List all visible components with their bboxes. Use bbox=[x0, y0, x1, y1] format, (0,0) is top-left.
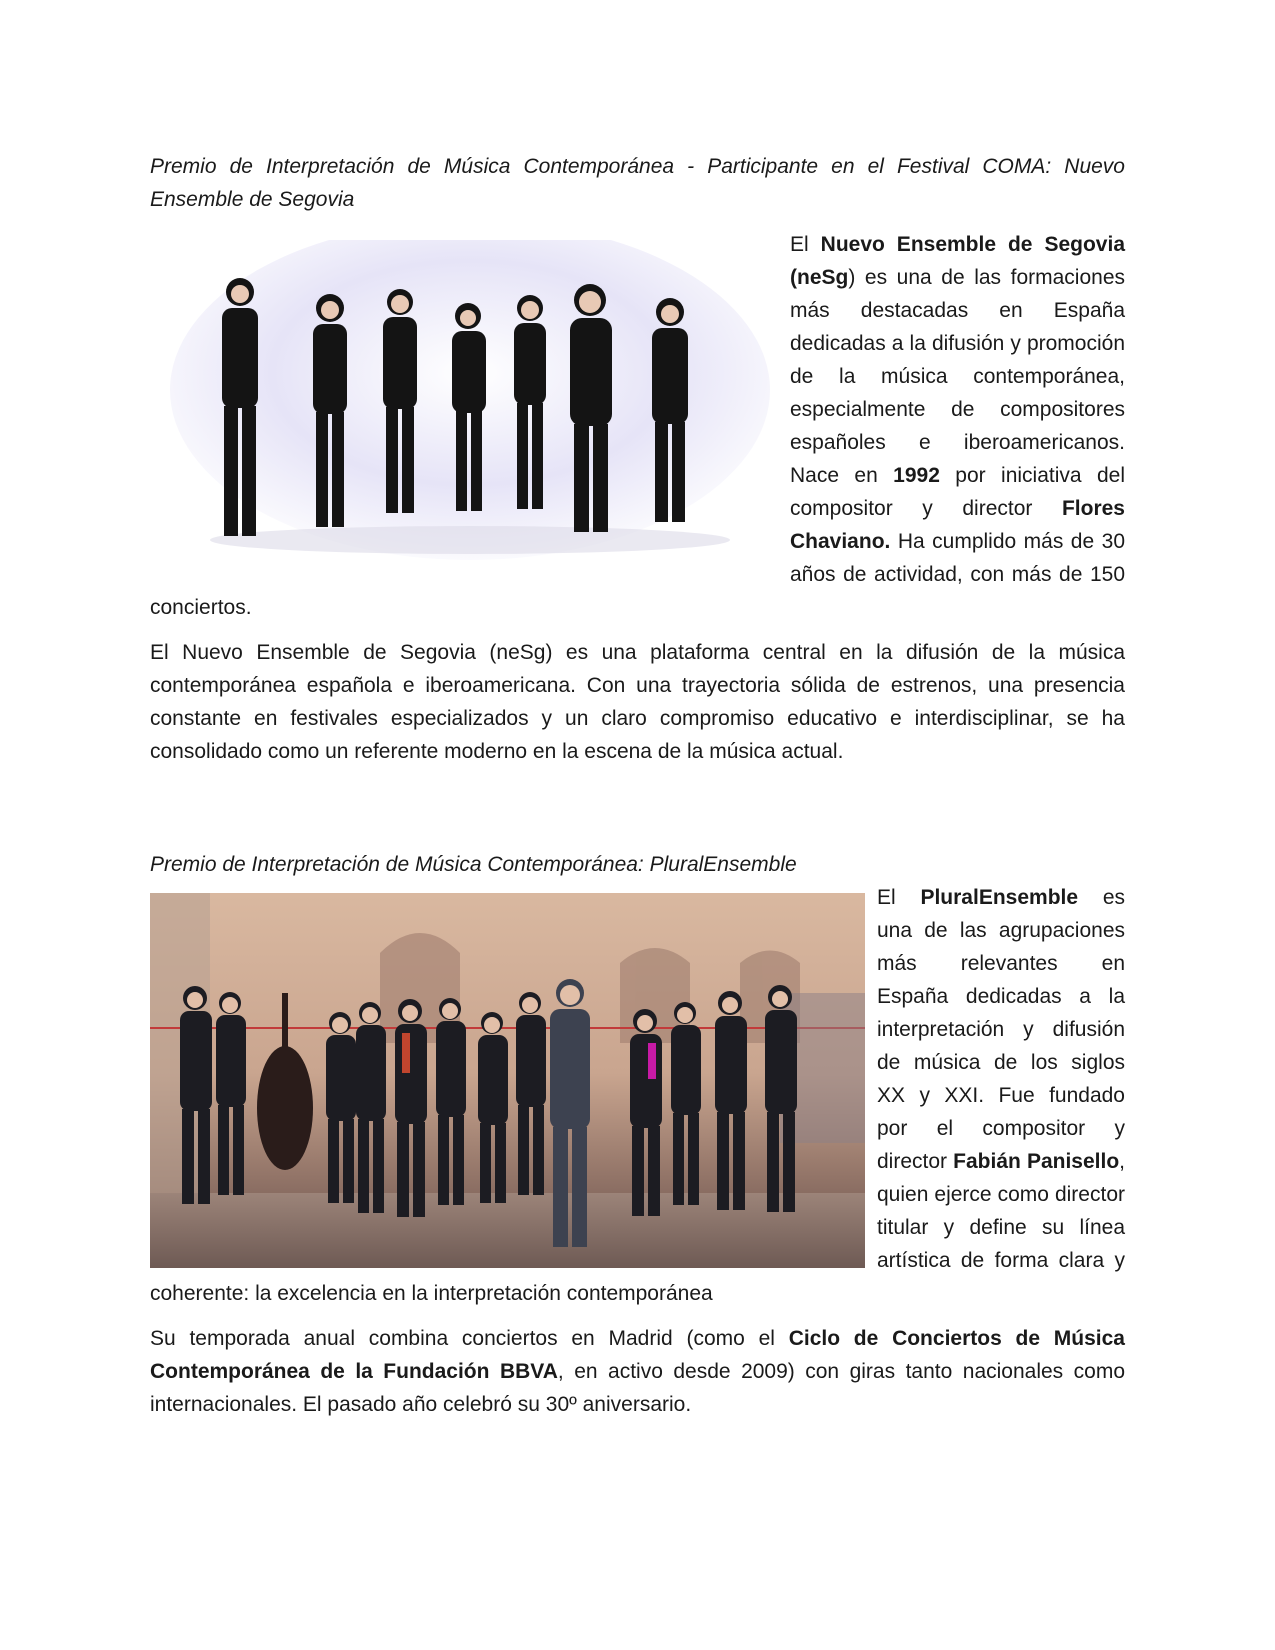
section-heading-nesg: Premio de Interpretación de Música Contemporánea - Participante en el Festival COMA: Nuevo Ensemble de Segovia bbox=[150, 155, 1125, 211]
plural-name: PluralEnsemble bbox=[920, 886, 1079, 909]
nesg-year: 1992 bbox=[893, 464, 940, 487]
group-photo-icon bbox=[150, 893, 865, 1268]
plural-season-text-1: Su temporada anual combina conciertos en Madrid (como el bbox=[150, 1327, 789, 1350]
plural-season-cycle: Ciclo de Conciertos de Música Contemporánea de la Fundación BBVA bbox=[150, 1327, 1125, 1383]
nesg-text-1: El bbox=[790, 233, 821, 256]
nesg-summary: El Nuevo Ensemble de Segovia (neSg) es una plataforma central en la difusión de la música contemporánea española e iberoamericana. Con una trayectoria sólida de estrenos, una presencia constante en festivales especializados y un claro compromiso educativo e interdisciplinar, se ha consolidado como un referente moderno en la escena de la música actual. bbox=[150, 641, 1125, 763]
nesg-text-4: Ha cumplido más de 30 años de actividad, con más de 150 conciertos. bbox=[150, 530, 1125, 619]
section-heading-plural: Premio de Interpretación de Música Contemporánea: PluralEnsemble bbox=[150, 853, 797, 876]
pluralensemble-group-photo bbox=[150, 893, 865, 1268]
plural-founder: Fabián Panisello bbox=[953, 1150, 1120, 1173]
plural-text-2: es una de las agrupaciones más relevantes en España dedicadas a la interpretación y difusión de música de los siglos XX y XXI. Fue fundado por el compositor y director bbox=[877, 886, 1125, 1173]
plural-text-3: , quien ejerce como director titular y define su línea artística de forma clara y coherente: la excelencia en la interpretación contemporánea bbox=[150, 1150, 1126, 1305]
plural-text-1: El bbox=[877, 886, 921, 909]
group-photo-icon bbox=[150, 240, 790, 562]
plural-season bbox=[150, 1322, 1125, 1421]
plural-season-text-2: , en activo desde 2009) con giras tanto nacionales como internacionales. El pasado año celebró su 30º aniversario. bbox=[150, 1360, 1125, 1416]
nesg-name: Nuevo Ensemble de Segovia (neSg bbox=[790, 233, 1125, 289]
nesg-text-2: ) es una de las formaciones más destacadas en España dedicadas a la difusión y promoción de la música contemporánea, especialmente de compositores españoles e iberoamericanos. Nace en bbox=[790, 266, 1125, 487]
nesg-text-3: por iniciativa del compositor y director bbox=[790, 464, 1125, 520]
nesg-founder: Flores Chaviano. bbox=[790, 497, 1125, 553]
nesg-group-photo bbox=[150, 240, 790, 562]
document-body bbox=[150, 150, 1125, 1421]
